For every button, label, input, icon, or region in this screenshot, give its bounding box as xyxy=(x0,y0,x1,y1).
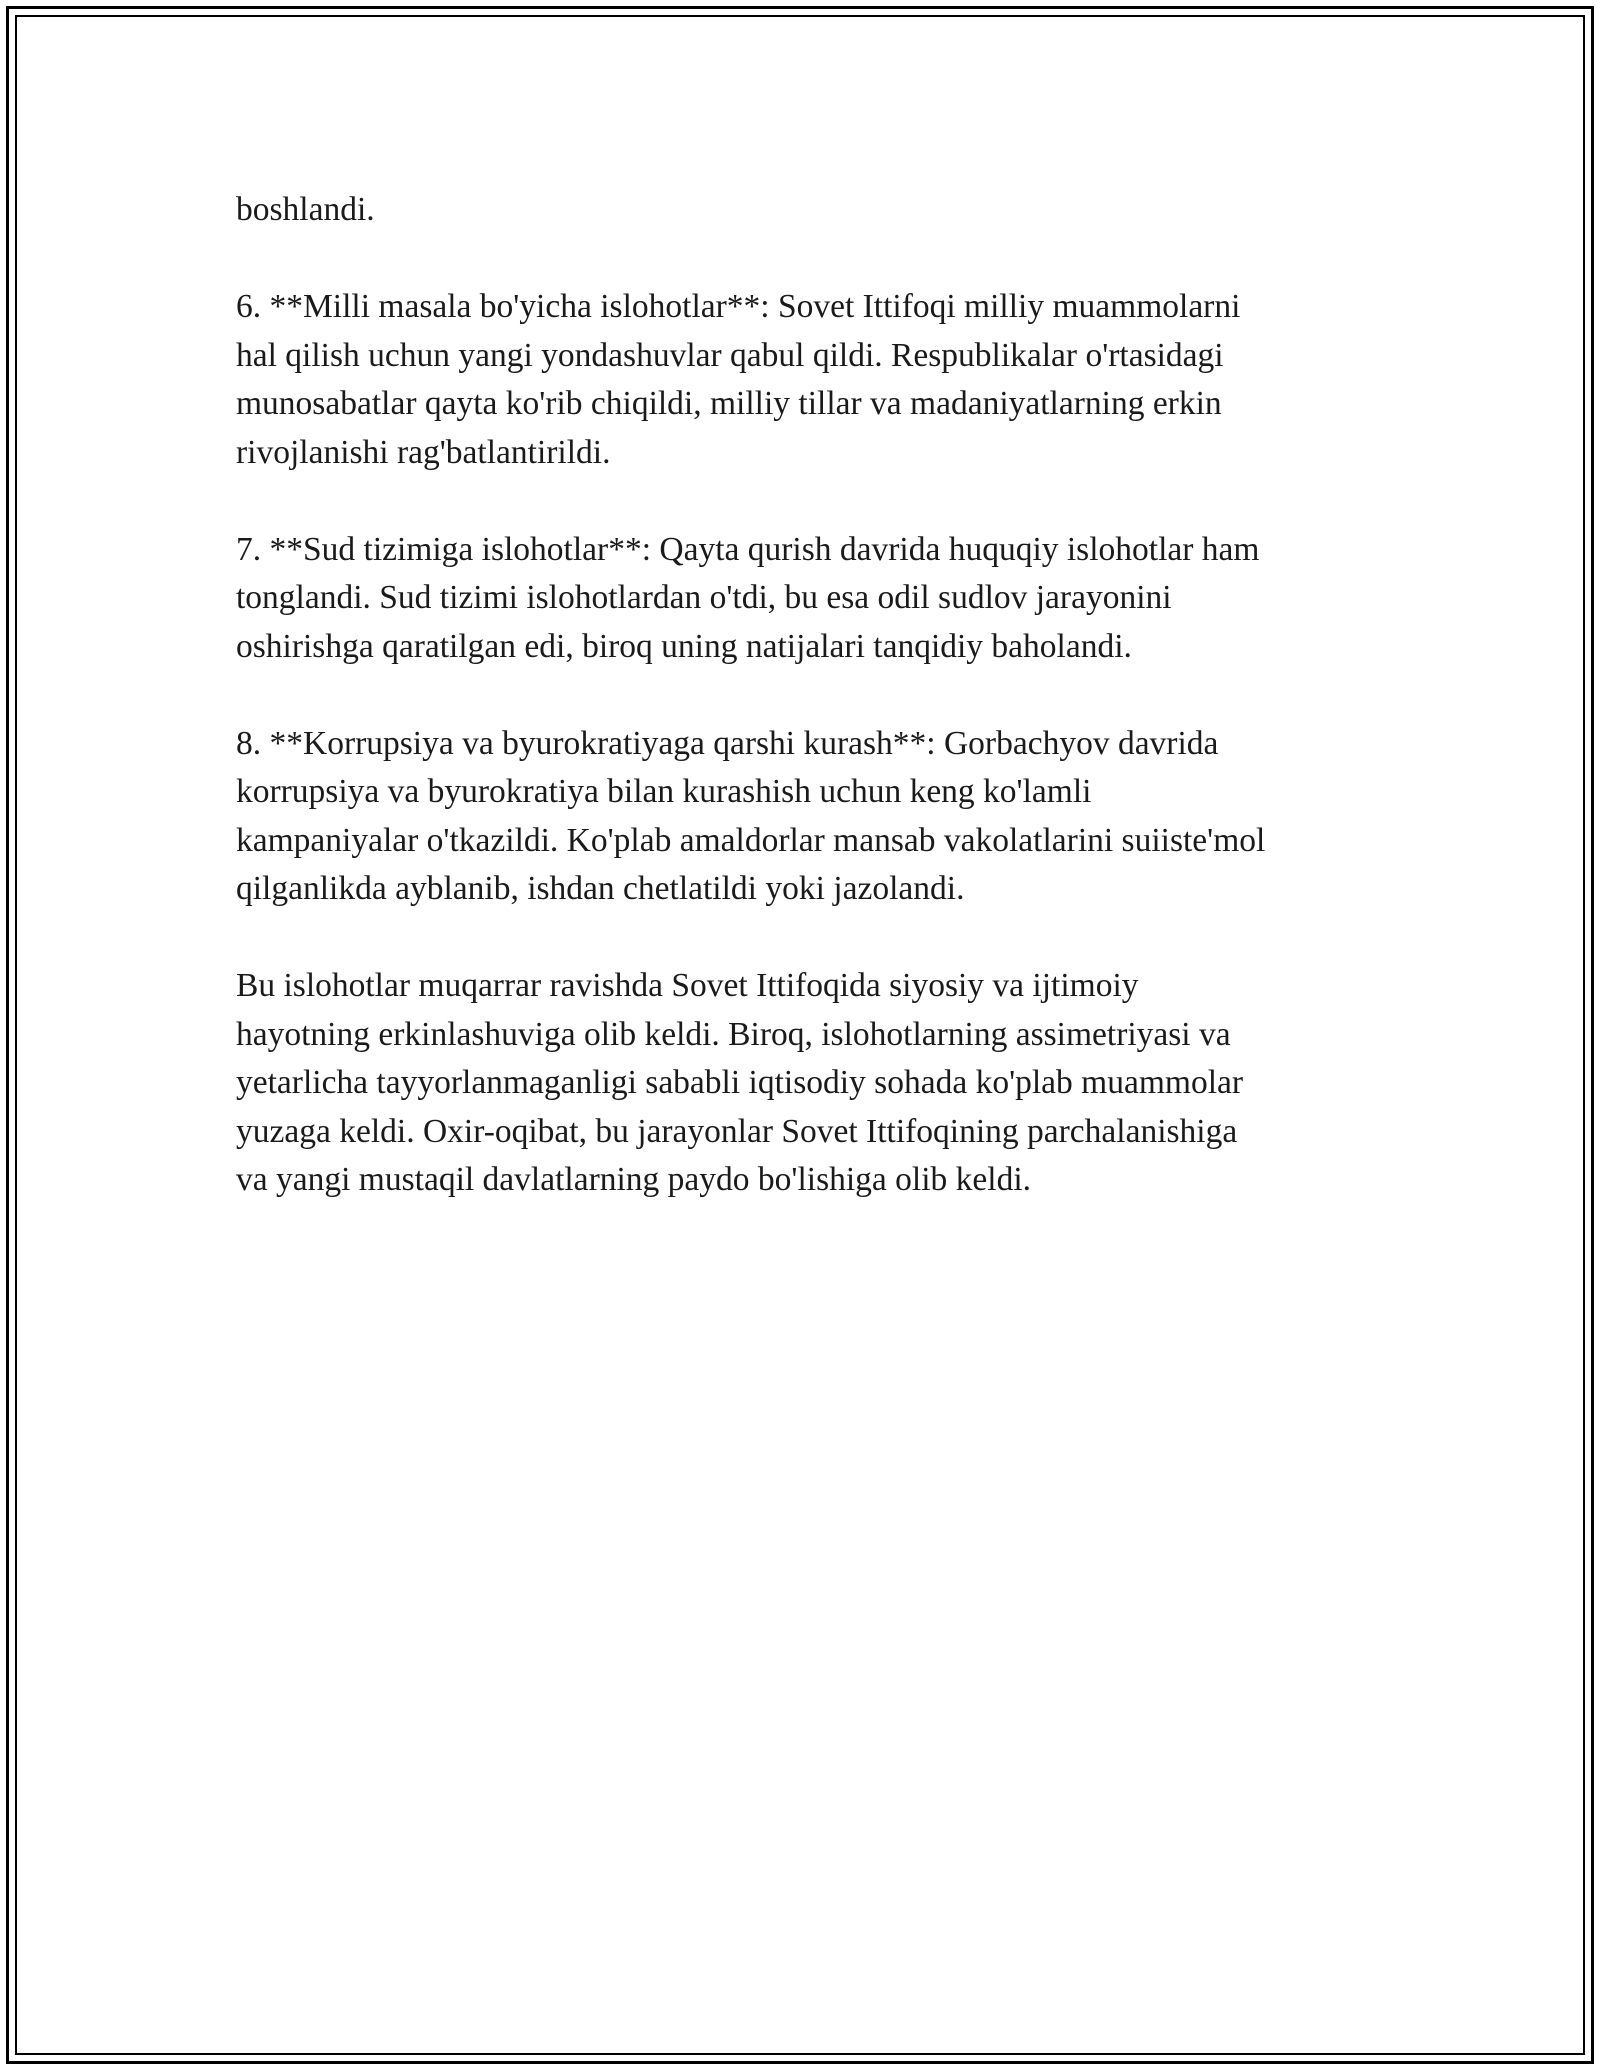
paragraph-item-7: 7. **Sud tizimiga islohotlar**: Qayta qurish davrida huquqiy islohotlar ham tonglandi. Sud tizimi islohotlardan o'tdi, bu esa odil sudlov jarayonini oshirishga qaratilgan edi, biroq uning natijalari tanqidiy baholandi. xyxy=(236,530,1260,665)
paragraph-continuation: boshlandi. xyxy=(236,191,375,228)
document-body xyxy=(236,186,1386,1253)
paragraph-item-8: 8. **Korrupsiya va byurokratiyaga qarshi kurash**: Gorbachyov davrida korrupsiya va byurokratiya bilan kurashish uchun keng ko'lamli kampaniyalar o'tkazildi. Ko'plab amaldorlar mansab vakolatlarini suiiste'mol qilganlikda ayblanib, ishdan chetlatildi yoki jazolandi. xyxy=(236,724,1266,907)
paragraph-item-6: 6. **Milli masala bo'yicha islohotlar**: Sovet Ittifoqi milliy muammolarni hal qilish uchun yangi yondashuvlar qabul qildi. Respublikalar o'rtasidagi munosabatlar qayta ko'rib chiqildi, milliy tillar va madaniyatlarning erkin rivojlanishi rag'batlantirildi. xyxy=(236,288,1241,471)
paragraph-conclusion: Bu islohotlar muqarrar ravishda Sovet Ittifoqida siyosiy va ijtimoiy hayotning erkinlashuviga olib keldi. Biroq, islohotlarning assimetriyasi va yetarlicha tayyorlanmaganligi sababli iqtisodiy sohada ko'plab muammolar yuzaga keldi. Oxir-oqibat, bu jarayonlar Sovet Ittifoqining parchalanishiga va yangi mustaqil davlatlarning paydo bo'lishiga olib keldi. xyxy=(236,967,1244,1198)
